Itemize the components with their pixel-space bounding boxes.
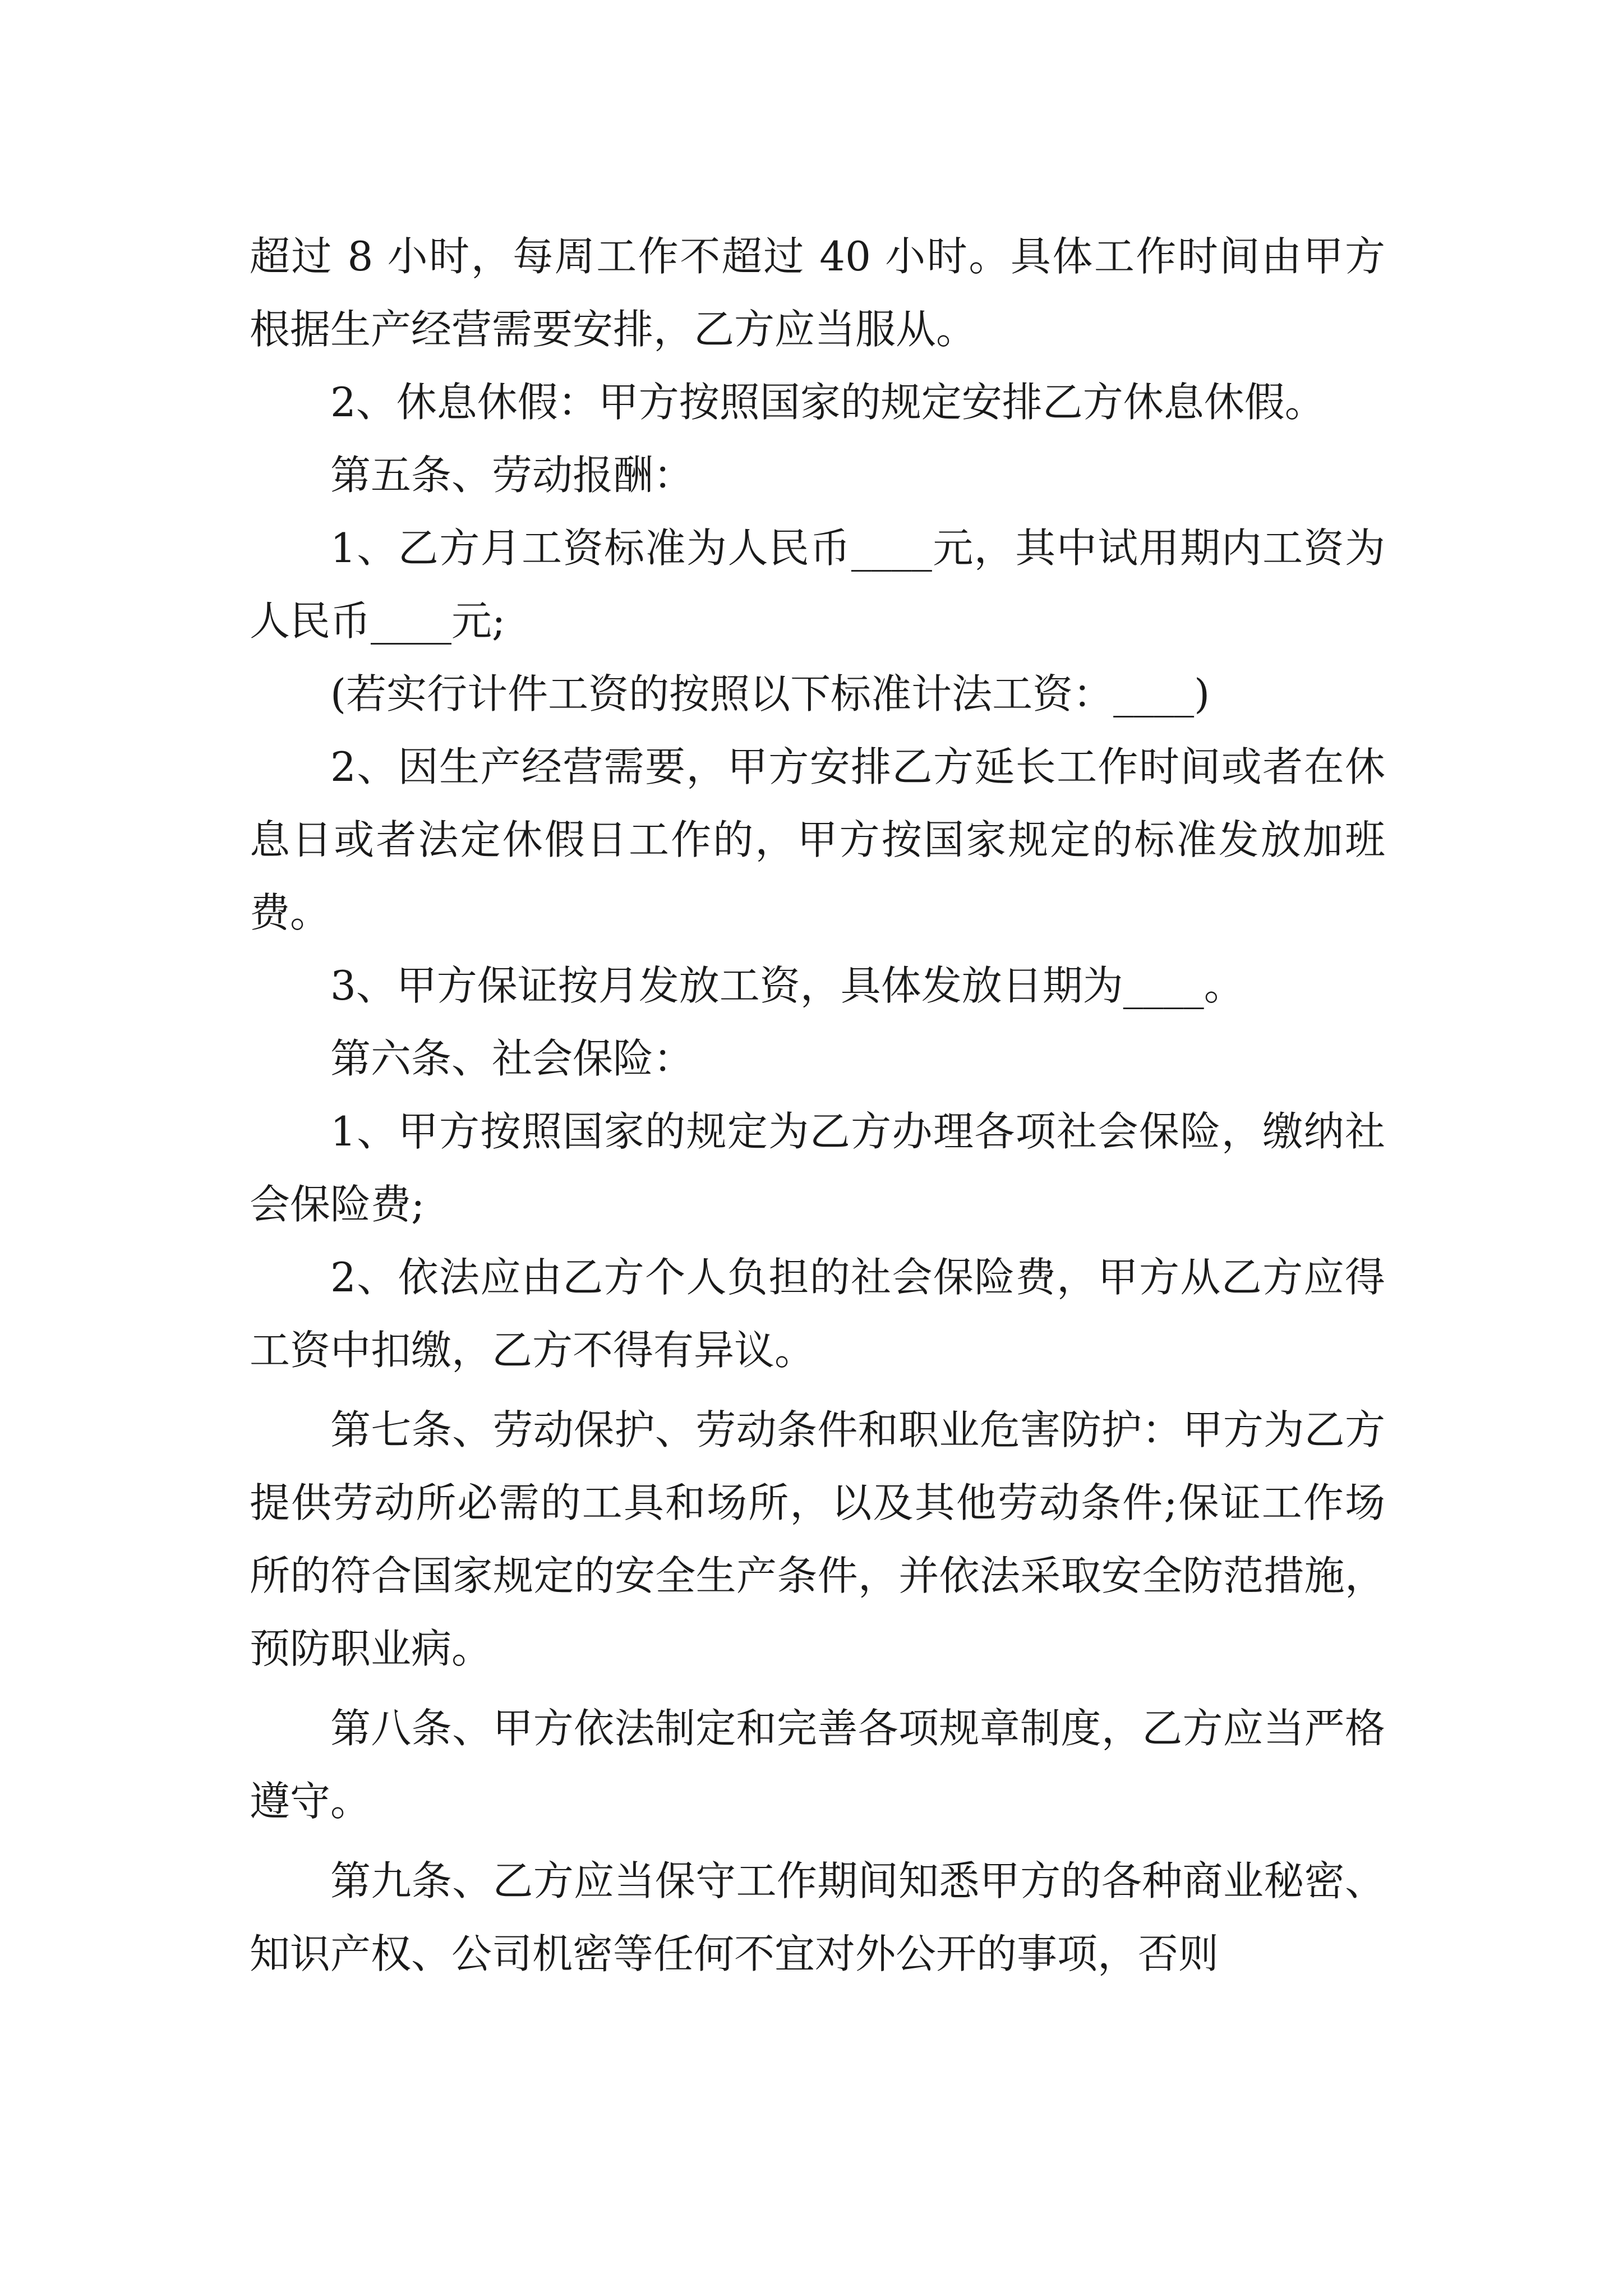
paragraph-pay-date: 3、甲方保证按月发放工资，具体发放日期为____。 [330, 962, 1244, 1009]
heading-article-5: 第五条、劳动报酬： [330, 452, 694, 499]
paragraph-continuation: 超过 8 小时，每周工作不超过 40 小时。具体工作时间由甲方根据生产经营需要安排，乙方应当服从。 [250, 233, 1385, 353]
document-body [250, 220, 1385, 1990]
paragraph-salary-standard: 1、乙方月工资标准为人民币____元，其中试用期内工资为人民币____元; [250, 524, 1385, 645]
paragraph-insurance-deduction: 2、依法应由乙方个人负担的社会保险费，甲方从乙方应得工资中扣缴，乙方不得有异议。 [250, 1254, 1385, 1374]
paragraph-overtime: 2、因生产经营需要，甲方安排乙方延长工作时间或者在休息日或者法定休假日工作的，甲方按国家规定的标准发放加班费。 [250, 743, 1385, 936]
paragraph-rest-leave: 2、休息休假：甲方按照国家的规定安排乙方休息休假。 [330, 379, 1325, 426]
heading-article-6: 第六条、社会保险： [330, 1035, 694, 1082]
paragraph-article-7: 第七条、劳动保护、劳动条件和职业危害防护：甲方为乙方提供劳动所必需的工具和场所，以及其他劳动条件;保证工作场所的符合国家规定的安全生产条件，并依法采取安全防范措施，预防职业病。 [250, 1406, 1385, 1672]
paragraph-article-9: 第九条、乙方应当保守工作期间知悉甲方的各种商业秘密、知识产权、公司机密等任何不宜对外公开的事项，否则 [250, 1857, 1385, 1977]
paragraph-article-8: 第八条、甲方依法制定和完善各项规章制度，乙方应当严格遵守。 [250, 1705, 1385, 1825]
paragraph-insurance: 1、甲方按照国家的规定为乙方办理各项社会保险，缴纳社会保险费; [250, 1108, 1385, 1228]
paragraph-piece-rate: (若实行计件工资的按照以下标准计法工资：____) [330, 670, 1210, 717]
